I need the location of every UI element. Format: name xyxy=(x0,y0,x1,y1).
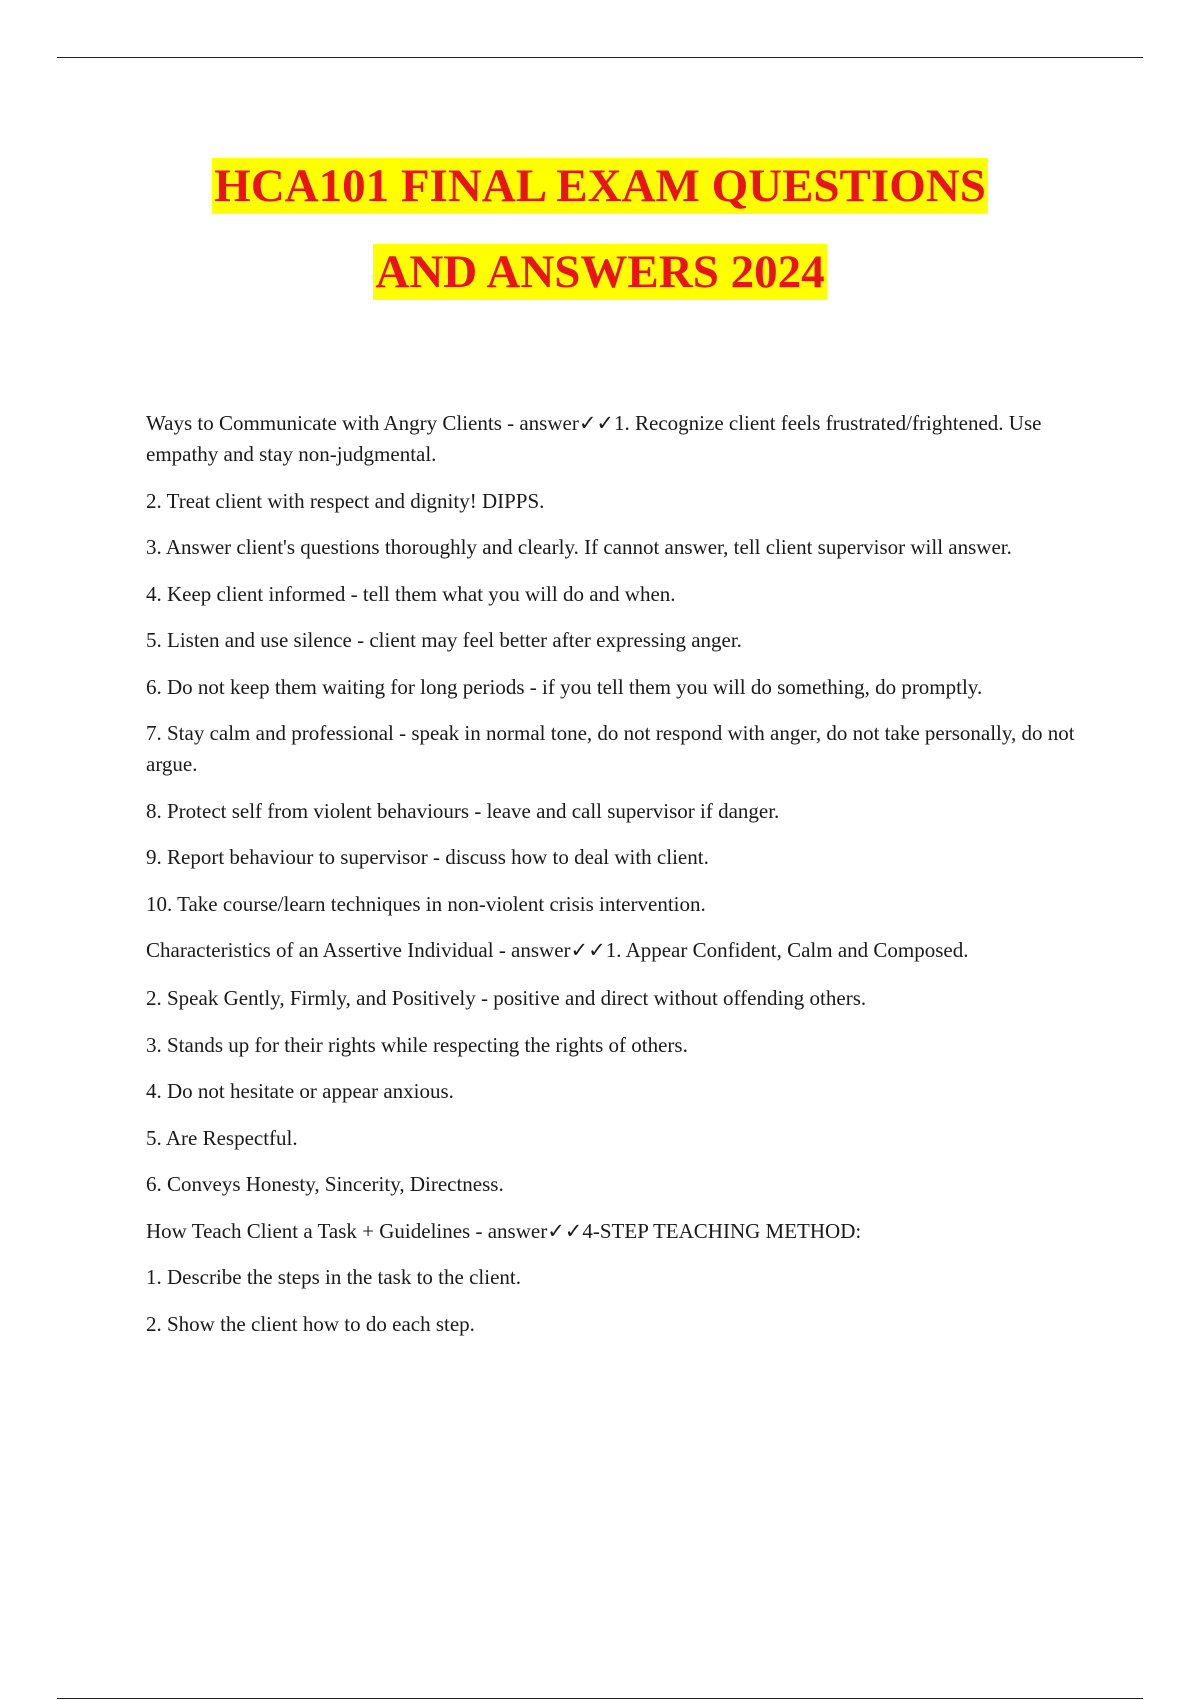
paragraph: 7. Stay calm and professional - speak in normal tone, do not respond with anger, do not take personally, do not argue. xyxy=(146,721,1075,776)
top-rule xyxy=(57,57,1143,58)
paragraph: 3. Answer client's questions thoroughly and clearly. If cannot answer, tell client supervisor will answer. xyxy=(146,535,1012,559)
paragraph: 6. Conveys Honesty, Sincerity, Directness. xyxy=(146,1172,504,1196)
paragraph: 4. Do not hesitate or appear anxious. xyxy=(146,1079,454,1103)
title-line-2 xyxy=(0,244,1200,330)
paragraph: 2. Treat client with respect and dignity! DIPPS. xyxy=(146,488,545,513)
title-line-1 xyxy=(0,158,1200,244)
paragraph: 2. Speak Gently, Firmly, and Positively - positive and direct without offending others. xyxy=(146,986,867,1010)
paragraph: 2. Show the client how to do each step. xyxy=(146,1311,475,1336)
paragraph: 1. Describe the steps in the task to the client. xyxy=(146,1265,521,1289)
bottom-rule xyxy=(57,1698,1143,1699)
title-line-1-text: HCA101 FINAL EXAM QUESTIONS xyxy=(214,160,986,212)
paragraph: 8. Protect self from violent behaviours - leave and call supervisor if danger. xyxy=(146,798,780,823)
paragraph: 6. Do not keep them waiting for long periods - if you tell them you will do something, do promptly. xyxy=(146,674,983,699)
paragraph: 10. Take course/learn techniques in non-violent crisis intervention. xyxy=(146,891,706,916)
document-title xyxy=(0,158,1200,330)
paragraph: 5. Are Respectful. xyxy=(146,1125,298,1150)
paragraph: 5. Listen and use silence - client may feel better after expressing anger. xyxy=(146,628,742,652)
paragraph: 4. Keep client informed - tell them what you will do and when. xyxy=(146,581,676,606)
paragraph: 3. Stands up for their rights while respecting the rights of others. xyxy=(146,1032,688,1057)
paragraph: 9. Report behaviour to supervisor - discuss how to deal with client. xyxy=(146,845,709,869)
title-line-2-text: AND ANSWERS 2024 xyxy=(375,246,825,298)
paragraph-angry-clients-heading: Ways to Communicate with Angry Clients - answer✓✓1. Recognize client feels frustrated/frightened. Use empathy and stay non-judgmental. xyxy=(146,411,1042,466)
paragraph-assertive-heading: Characteristics of an Assertive Individual - answer✓✓1. Appear Confident, Calm and Composed. xyxy=(146,938,969,962)
paragraph-teach-task-heading: How Teach Client a Task + Guidelines - answer✓✓4-STEP TEACHING METHOD: xyxy=(146,1218,862,1243)
document-body xyxy=(146,408,1086,1355)
